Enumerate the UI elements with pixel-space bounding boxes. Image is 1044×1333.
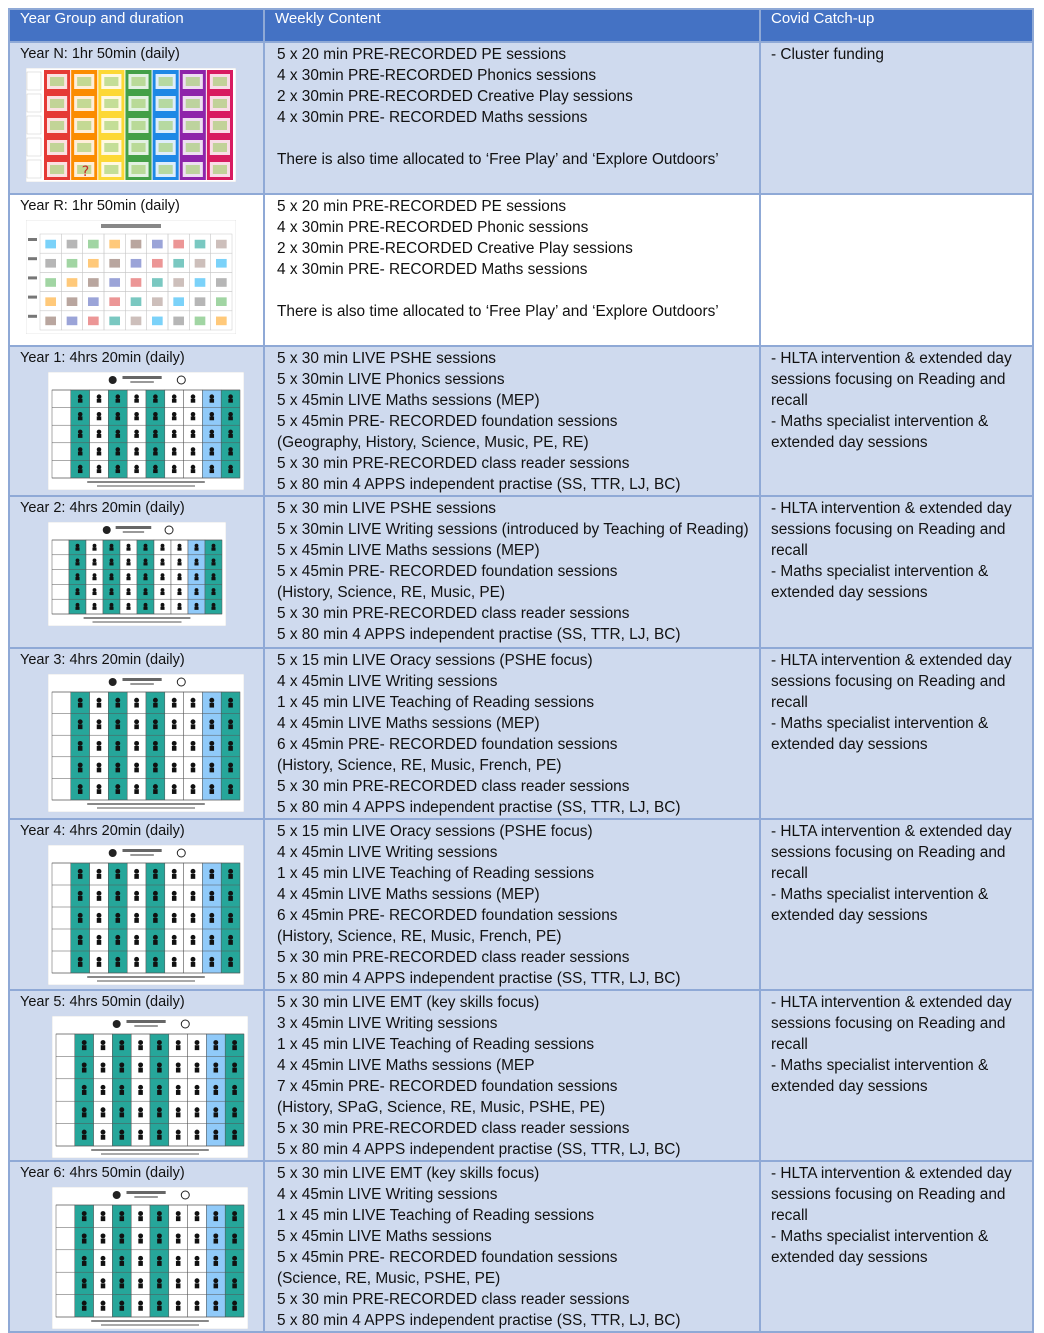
year-group-cell <box>9 990 264 1161</box>
catchup-line: extended day sessions <box>771 584 928 601</box>
weekly-content-line: 4 x 45min LIVE Writing sessions <box>277 673 498 690</box>
svg-text:?: ? <box>81 164 90 180</box>
covid-catchup-cell <box>760 1161 1033 1332</box>
weekly-content-line: 4 x 45min LIVE Writing sessions <box>277 844 498 861</box>
year-group-label: Year 6: 4hrs 50min (daily) <box>20 1165 185 1181</box>
weekly-content-line: 4 x 30min PRE-RECORDED Phonic sessions <box>277 219 589 236</box>
catchup-line: sessions focusing on Reading and <box>771 521 1006 538</box>
weekly-content-line: 5 x 30 min PRE-RECORDED class reader sessions <box>277 949 630 966</box>
weekly-content-line: (History, Science, RE, Music, French, PE) <box>277 757 562 774</box>
catchup-line: - HLTA intervention & extended day <box>771 823 1012 840</box>
weekly-content-line: 5 x 30min LIVE Writing sessions (introduced by Teaching of Reading) <box>277 521 749 538</box>
weekly-content-line: 5 x 45min LIVE Maths sessions (MEP) <box>277 392 540 409</box>
timetable-thumbnail-image <box>26 220 236 334</box>
catchup-line: recall <box>771 1207 808 1224</box>
weekly-content-cell <box>264 1161 760 1332</box>
weekly-content-line: 5 x 80 min 4 APPS independent practise (SS, TTR, LJ, BC) <box>277 970 681 987</box>
weekly-content-line: 5 x 30 min LIVE EMT (key skills focus) <box>277 994 540 1011</box>
weekly-content-line: 5 x 15 min LIVE Oracy sessions (PSHE focus) <box>277 823 593 840</box>
catchup-line: - HLTA intervention & extended day <box>771 652 1012 669</box>
catchup-line: sessions focusing on Reading and <box>771 1186 1006 1203</box>
year-group-cell <box>9 42 264 194</box>
free-play-note: There is also time allocated to ‘Free Play’ and ‘Explore Outdoors’ <box>277 303 719 320</box>
year-row <box>9 648 1033 819</box>
year-row <box>9 42 1033 194</box>
weekly-content-cell <box>264 346 760 496</box>
year-group-label: Year R: 1hr 50min (daily) <box>20 198 180 214</box>
weekly-content-line: 5 x 45min PRE- RECORDED foundation sessions <box>277 1249 618 1266</box>
weekly-content-line: 5 x 45min PRE- RECORDED foundation sessions <box>277 413 618 430</box>
catchup-line: recall <box>771 542 808 559</box>
weekly-content-cell <box>264 42 760 194</box>
weekly-content-line: 4 x 45min LIVE Maths sessions (MEP) <box>277 886 540 903</box>
weekly-content-line: (Geography, History, Science, Music, PE, RE) <box>277 434 589 451</box>
catchup-line: recall <box>771 694 808 711</box>
catchup-line: - Maths specialist intervention & <box>771 563 989 580</box>
weekly-content-line: 5 x 45min LIVE Maths sessions <box>277 1228 492 1245</box>
year-row <box>9 496 1033 648</box>
weekly-content-line: 4 x 30min PRE-RECORDED Phonics sessions <box>277 67 597 84</box>
year-group-label: Year 4: 4hrs 20min (daily) <box>20 823 185 839</box>
covid-catchup-cell <box>760 194 1033 346</box>
covid-catchup-cell <box>760 496 1033 648</box>
weekly-content-cell <box>264 194 760 346</box>
catchup-line: - Maths specialist intervention & <box>771 715 989 732</box>
weekly-content-line: 1 x 45 min LIVE Teaching of Reading sessions <box>277 1036 595 1053</box>
catchup-line: extended day sessions <box>771 1249 928 1266</box>
catchup-line: - Maths specialist intervention & <box>771 1057 989 1074</box>
year-group-label: Year 2: 4hrs 20min (daily) <box>20 500 185 516</box>
timetable-thumbnail-image <box>48 372 244 490</box>
catchup-line: - Maths specialist intervention & <box>771 413 989 430</box>
weekly-content-line: 5 x 80 min 4 APPS independent practise (SS, TTR, LJ, BC) <box>277 476 681 493</box>
weekly-content-line: 5 x 30 min LIVE PSHE sessions <box>277 350 496 367</box>
year-group-cell <box>9 194 264 346</box>
weekly-content-line: 5 x 20 min PRE-RECORDED PE sessions <box>277 198 567 215</box>
catchup-line: sessions focusing on Reading and <box>771 844 1006 861</box>
catchup-line: - HLTA intervention & extended day <box>771 500 1012 517</box>
weekly-content-line: 1 x 45 min LIVE Teaching of Reading sessions <box>277 694 595 711</box>
weekly-content-line: (History, Science, RE, Music, French, PE) <box>277 928 562 945</box>
catchup-line: - HLTA intervention & extended day <box>771 994 1012 1011</box>
timetable-thumbnail-image <box>48 674 244 812</box>
weekly-content-line: 6 x 45min PRE- RECORDED foundation sessions <box>277 907 618 924</box>
year-row <box>9 1161 1033 1332</box>
weekly-content-cell <box>264 819 760 990</box>
weekly-content-line: 5 x 80 min 4 APPS independent practise (SS, TTR, LJ, BC) <box>277 1312 681 1329</box>
catchup-line: extended day sessions <box>771 907 928 924</box>
weekly-content-line: 4 x 30min PRE- RECORDED Maths sessions <box>277 261 588 278</box>
weekly-content-line: 5 x 30min LIVE Phonics sessions <box>277 371 505 388</box>
header-year-group: Year Group and duration <box>9 9 264 42</box>
weekly-content-line: 3 x 45min LIVE Writing sessions <box>277 1015 498 1032</box>
weekly-content-cell <box>264 990 760 1161</box>
catchup-line: extended day sessions <box>771 736 928 753</box>
header-covid-catchup: Covid Catch-up <box>760 9 1033 42</box>
covid-catchup-cell <box>760 819 1033 990</box>
year-group-label: Year 1: 4hrs 20min (daily) <box>20 350 185 366</box>
weekly-content-line: 4 x 45min LIVE Maths sessions (MEP) <box>277 715 540 732</box>
timetable-table <box>8 8 1034 1333</box>
weekly-content-line: 5 x 45min PRE- RECORDED foundation sessions <box>277 563 618 580</box>
covid-catchup-cell <box>760 346 1033 496</box>
timetable-thumbnail-image <box>52 1016 248 1158</box>
weekly-content-line: 5 x 30 min PRE-RECORDED class reader sessions <box>277 605 630 622</box>
weekly-content-line: 2 x 30min PRE-RECORDED Creative Play sessions <box>277 88 633 105</box>
year-group-cell <box>9 648 264 819</box>
weekly-content-line: (History, Science, RE, Music, PE) <box>277 584 506 601</box>
catchup-line: - Maths specialist intervention & <box>771 1228 989 1245</box>
covid-catchup-cell <box>760 990 1033 1161</box>
covid-catchup-cell <box>760 42 1033 194</box>
weekly-content-line: 4 x 30min PRE- RECORDED Maths sessions <box>277 109 588 126</box>
year-row <box>9 990 1033 1161</box>
catchup-line: - Cluster funding <box>771 46 884 63</box>
weekly-content-line: 5 x 80 min 4 APPS independent practise (SS, TTR, LJ, BC) <box>277 1141 681 1158</box>
weekly-content-line: (History, SPaG, Science, RE, Music, PSHE, PE) <box>277 1099 606 1116</box>
timetable-thumbnail-image <box>52 1187 248 1329</box>
weekly-content-line: 5 x 80 min 4 APPS independent practise (SS, TTR, LJ, BC) <box>277 626 681 643</box>
catchup-line: extended day sessions <box>771 434 928 451</box>
catchup-line: - HLTA intervention & extended day <box>771 350 1012 367</box>
weekly-content-line: 5 x 30 min PRE-RECORDED class reader sessions <box>277 1120 630 1137</box>
weekly-content-line: 5 x 80 min 4 APPS independent practise (SS, TTR, LJ, BC) <box>277 799 681 816</box>
timetable-thumbnail-image <box>26 68 236 182</box>
timetable-thumbnail-image <box>48 522 226 626</box>
catchup-line: - HLTA intervention & extended day <box>771 1165 1012 1182</box>
weekly-content-line: 7 x 45min PRE- RECORDED foundation sessions <box>277 1078 618 1095</box>
year-group-label: Year 5: 4hrs 50min (daily) <box>20 994 185 1010</box>
year-row <box>9 346 1033 496</box>
catchup-line: recall <box>771 865 808 882</box>
weekly-content-line: 1 x 45 min LIVE Teaching of Reading sessions <box>277 1207 595 1224</box>
year-group-label: Year 3: 4hrs 20min (daily) <box>20 652 185 668</box>
weekly-content-line: 5 x 30 min PRE-RECORDED class reader sessions <box>277 455 630 472</box>
weekly-content-line: 5 x 30 min PRE-RECORDED class reader sessions <box>277 1291 630 1308</box>
weekly-content-line: 1 x 45 min LIVE Teaching of Reading sessions <box>277 865 595 882</box>
year-group-cell <box>9 819 264 990</box>
weekly-content-line: 5 x 45min LIVE Maths sessions (MEP) <box>277 542 540 559</box>
weekly-content-line: 4 x 45min LIVE Maths sessions (MEP <box>277 1057 535 1074</box>
catchup-line: recall <box>771 392 808 409</box>
weekly-content-cell <box>264 648 760 819</box>
year-group-cell <box>9 496 264 648</box>
year-group-cell <box>9 1161 264 1332</box>
catchup-line: recall <box>771 1036 808 1053</box>
weekly-content-line: 5 x 20 min PRE-RECORDED PE sessions <box>277 46 567 63</box>
weekly-content-line: 5 x 30 min LIVE PSHE sessions <box>277 500 496 517</box>
catchup-line: sessions focusing on Reading and <box>771 371 1006 388</box>
year-group-cell <box>9 346 264 496</box>
weekly-content-line: 5 x 15 min LIVE Oracy sessions (PSHE focus) <box>277 652 593 669</box>
weekly-content-line: (Science, RE, Music, PSHE, PE) <box>277 1270 501 1287</box>
weekly-content-line: 2 x 30min PRE-RECORDED Creative Play sessions <box>277 240 633 257</box>
weekly-content-line: 4 x 45min LIVE Writing sessions <box>277 1186 498 1203</box>
year-row <box>9 819 1033 990</box>
covid-catchup-cell <box>760 648 1033 819</box>
catchup-line: extended day sessions <box>771 1078 928 1095</box>
catchup-line: sessions focusing on Reading and <box>771 1015 1006 1032</box>
weekly-content-cell <box>264 496 760 648</box>
free-play-note: There is also time allocated to ‘Free Play’ and ‘Explore Outdoors’ <box>277 151 719 168</box>
year-group-label: Year N: 1hr 50min (daily) <box>20 46 180 62</box>
weekly-content-line: 5 x 30 min LIVE EMT (key skills focus) <box>277 1165 540 1182</box>
weekly-content-line: 5 x 30 min PRE-RECORDED class reader sessions <box>277 778 630 795</box>
catchup-line: sessions focusing on Reading and <box>771 673 1006 690</box>
weekly-content-line: 6 x 45min PRE- RECORDED foundation sessions <box>277 736 618 753</box>
year-row <box>9 194 1033 346</box>
header-weekly-content: Weekly Content <box>264 9 760 42</box>
catchup-line: - Maths specialist intervention & <box>771 886 989 903</box>
timetable-thumbnail-image <box>48 845 244 985</box>
header-row <box>9 9 1033 42</box>
